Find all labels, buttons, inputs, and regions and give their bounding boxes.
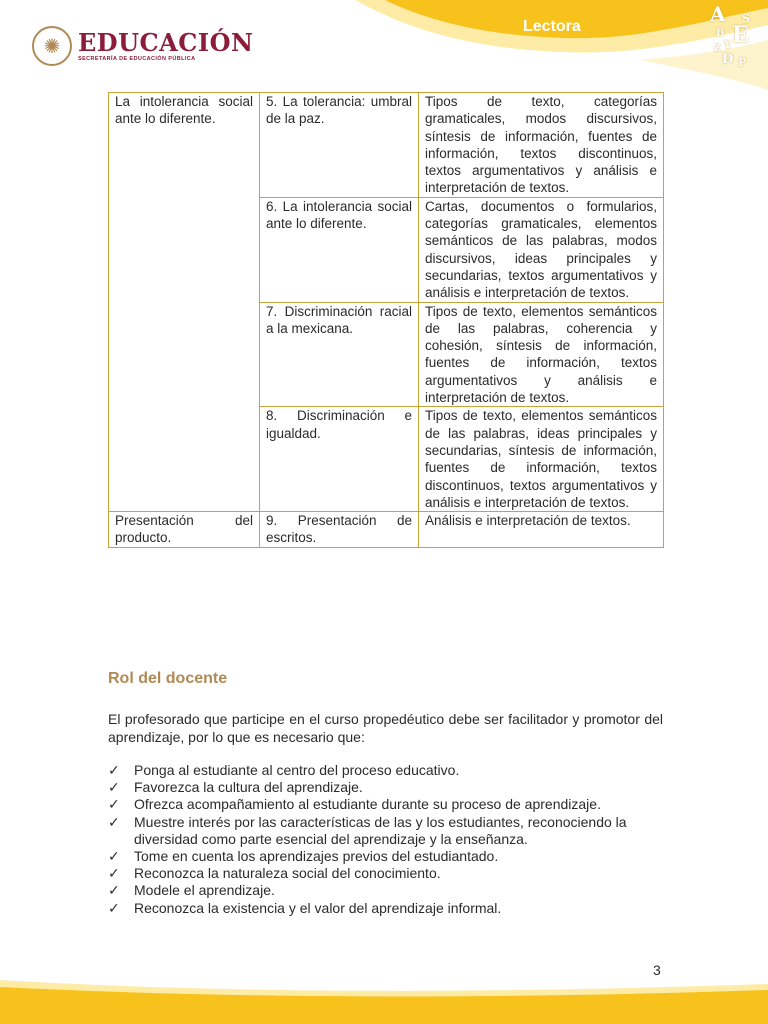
logo-subtitle: SECRETARÍA DE EDUCACIÓN PÚBLICA — [78, 56, 196, 62]
list-item — [108, 779, 663, 796]
content-cell: Tipos de texto, elementos semánticos de las palabras, coherencia y cohesión, síntesis de información, fuentes de información, textos argumentativos y análisis e interpretación de textos. — [419, 302, 664, 407]
unit-cell: La intolerancia social ante lo diferente. — [109, 93, 260, 512]
content-cell: Cartas, documentos o formularios, categorías gramaticales, elementos semánticos de las palabras, modos discursivos, ideas principales y secundarias, textos argumentativos y análisis e interpretación de textos. — [419, 197, 664, 302]
requirements-list — [108, 762, 663, 917]
topic-cell: 8. Discriminación e igualdad. — [260, 407, 419, 512]
logo — [32, 26, 253, 66]
decor-letter: D — [722, 52, 734, 67]
decor-letter: S — [742, 12, 750, 25]
topic-cell: 7. Discriminación racial a la mexicana. — [260, 302, 419, 407]
content-cell: Análisis e interpretación de textos. — [419, 512, 664, 548]
list-item — [108, 848, 663, 865]
topic-cell: 5. La tolerancia: umbral de la paz. — [260, 93, 419, 198]
decor-letter: A — [710, 2, 726, 26]
decor-letter: E — [732, 22, 749, 48]
section-heading: Rol del docente — [108, 670, 228, 687]
intro-paragraph: El profesorado que participe en el curso propedéutico debe ser facilitador y promotor del aprendizaje, por lo que es necesario que: — [108, 711, 663, 745]
checkmark-icon: ✓ — [108, 813, 120, 830]
list-item-text: Reconozca la naturaleza social del conocimiento. — [134, 865, 441, 882]
decor-letter: Y — [724, 40, 732, 51]
topic-cell: 6. La intolerancia social ante lo diferente. — [260, 197, 419, 302]
footer-decoration — [0, 940, 768, 1024]
logo-title: EDUCACIÓN — [78, 28, 254, 57]
content-cell: Tipos de texto, categorías gramaticales, modos discursivos, síntesis de información, fuentes de información, textos discontinuos, textos argumentativos y análisis e interpretación de textos. — [419, 93, 664, 198]
checkmark-icon: ✓ — [108, 899, 120, 916]
topic-cell: 9. Presentación de escritos. — [260, 512, 419, 548]
checkmark-icon: ✓ — [108, 779, 120, 796]
list-item-text: Ponga al estudiante al centro del proceso educativo. — [134, 762, 460, 778]
table-row — [109, 512, 664, 548]
content-table — [108, 92, 664, 548]
page-number: 3 — [653, 962, 661, 978]
section-label: Lectora — [523, 18, 581, 35]
checkmark-icon: ✓ — [108, 796, 120, 813]
decor-letter: P — [738, 56, 747, 69]
content-cell: Tipos de texto, elementos semánticos de las palabras, ideas principales y secundarias, síntesis de información, fuentes de información, textos discontinuos, textos argumentativos y análisis e interpretación de textos. — [419, 407, 664, 512]
unit-cell: Presentación del producto. — [109, 512, 260, 548]
list-item — [108, 796, 663, 813]
list-item — [108, 865, 663, 882]
list-item-text: Favorezca la cultura del aprendizaje. — [134, 779, 363, 796]
list-item-text: Reconozca la existencia y el valor del aprendizaje informal. — [134, 899, 502, 916]
list-item — [108, 762, 663, 779]
list-item — [108, 882, 663, 899]
list-item — [108, 814, 663, 848]
list-item-text: Modele el aprendizaje. — [134, 882, 275, 899]
list-item — [108, 900, 663, 917]
decor-letter: B — [716, 28, 725, 39]
national-seal-icon: ✺ — [32, 26, 72, 66]
checkmark-icon: ✓ — [108, 762, 120, 778]
list-item-text: Tome en cuenta los aprendizajes previos del estudiantado. — [134, 848, 499, 865]
checkmark-icon: ✓ — [108, 848, 120, 865]
list-item-text: Muestre interés por las características de las y los estudiantes, reconociendo la diversidad como parte esencial del aprendizaje y la enseñanza. — [134, 813, 627, 847]
table-row — [109, 93, 664, 198]
letters-decoration — [704, 2, 764, 72]
decor-letter: Z — [714, 44, 721, 54]
checkmark-icon: ✓ — [108, 865, 120, 882]
list-item-text: Ofrezca acompañamiento al estudiante durante su proceso de aprendizaje. — [134, 796, 601, 813]
checkmark-icon: ✓ — [108, 882, 120, 899]
